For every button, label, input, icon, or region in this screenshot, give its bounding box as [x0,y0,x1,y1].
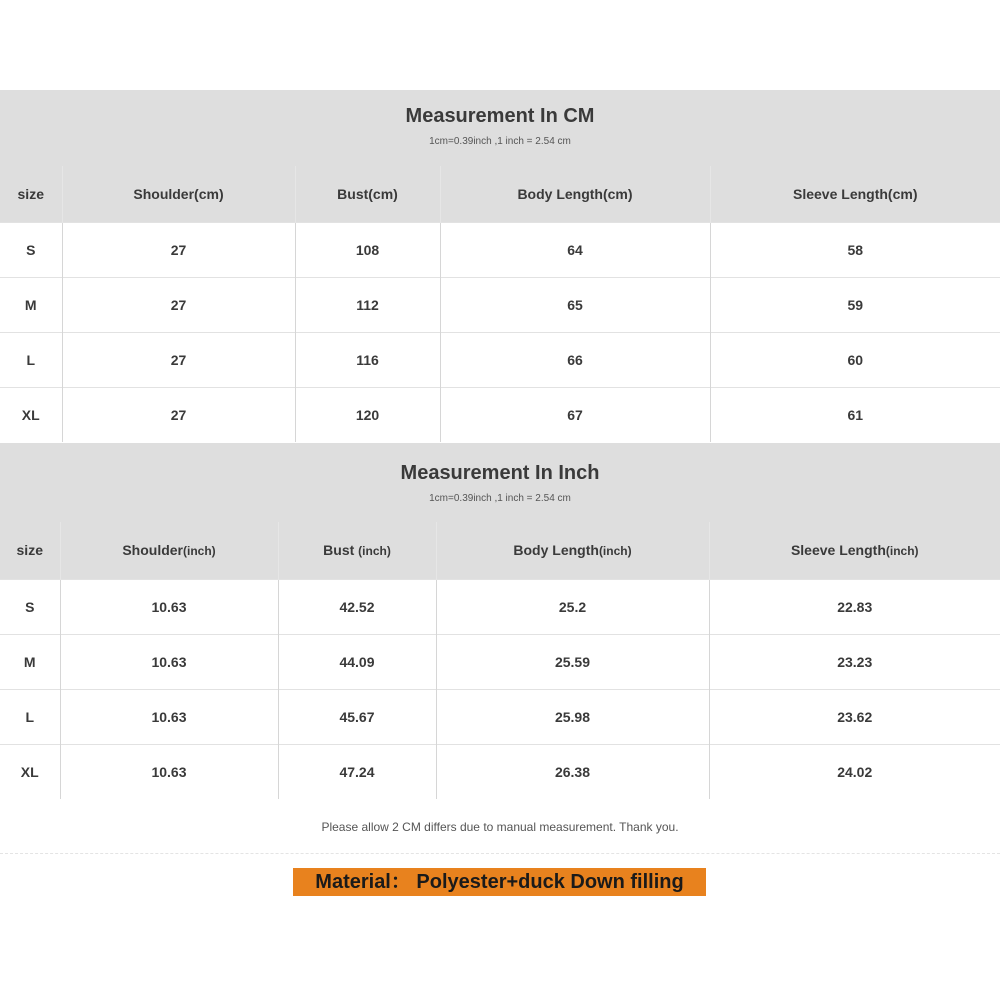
shoulder-cell: 10.63 [60,579,278,634]
size-cell: XL [0,387,62,442]
table-row [0,277,1000,332]
cm-header-bust: Bust(cm) [295,166,440,222]
material-label: Material： Polyester+duck Down filling [293,868,706,896]
cm-header-body-length: Body Length(cm) [440,166,710,222]
header-unit: (inch) [598,544,632,559]
sleeve-length-cell: 23.62 [709,689,1000,744]
bust-cell: 45.67 [278,689,436,744]
header-unit: (inch) [885,544,919,559]
body-length-cell: 25.2 [436,579,709,634]
header-unit: (inch) [183,544,216,559]
body-length-cell: 67 [440,387,710,442]
inch-size-table [0,522,1000,799]
size-cell: M [0,277,62,332]
divider [0,853,1000,854]
size-cell: L [0,689,60,744]
cm-conversion-note: 1cm=0.39inch ,1 inch = 2.54 cm [429,136,571,147]
shoulder-cell: 27 [62,332,295,387]
sleeve-length-cell: 58 [710,222,1000,277]
table-row [0,332,1000,387]
inch-conversion-note: 1cm=0.39inch ,1 inch = 2.54 cm [429,493,571,504]
header-label: Bust [323,542,359,559]
size-cell: S [0,579,60,634]
table-row [0,689,1000,744]
header-unit: (inch) [358,544,391,559]
bust-cell: 120 [295,387,440,442]
size-cell: XL [0,744,60,799]
bust-cell: 108 [295,222,440,277]
cm-header-sleeve-length: Sleeve Length(cm) [710,166,1000,222]
inch-header-size [0,522,60,579]
body-length-cell: 25.98 [436,689,709,744]
bust-cell: 112 [295,277,440,332]
bust-cell: 42.52 [278,579,436,634]
body-length-cell: 25.59 [436,634,709,689]
header-label: size [16,542,43,559]
inch-header-sleeve-length [709,522,1000,579]
inch-section-header [0,443,1000,522]
bust-cell: 116 [295,332,440,387]
header-label: Body Length [513,542,599,559]
sleeve-length-cell: 24.02 [709,744,1000,799]
cm-header-row [0,166,1000,222]
sleeve-length-cell: 61 [710,387,1000,442]
sleeve-length-cell: 60 [710,332,1000,387]
shoulder-cell: 27 [62,222,295,277]
sleeve-length-cell: 22.83 [709,579,1000,634]
size-cell: L [0,332,62,387]
inch-header-shoulder [60,522,278,579]
inch-header-bust [278,522,436,579]
inch-section-title: Measurement In Inch [400,462,600,484]
table-row [0,634,1000,689]
size-cell: M [0,634,60,689]
body-length-cell: 26.38 [436,744,709,799]
sleeve-length-cell: 59 [710,277,1000,332]
shoulder-cell: 10.63 [60,689,278,744]
shoulder-cell: 27 [62,387,295,442]
cm-header-shoulder: Shoulder(cm) [62,166,295,222]
table-row [0,579,1000,634]
shoulder-cell: 10.63 [60,744,278,799]
table-row [0,387,1000,442]
size-cell: S [0,222,62,277]
header-label: Sleeve Length [790,542,886,559]
table-row [0,222,1000,277]
bust-cell: 47.24 [278,744,436,799]
measurement-disclaimer: Please allow 2 CM differs due to manual measurement. Thank you. [321,820,679,834]
cm-size-table [0,166,1000,442]
inch-header-body-length [436,522,709,579]
shoulder-cell: 10.63 [60,634,278,689]
table-row [0,744,1000,799]
body-length-cell: 65 [440,277,710,332]
body-length-cell: 64 [440,222,710,277]
header-label: Shoulder [122,542,183,559]
body-length-cell: 66 [440,332,710,387]
cm-header-size: size [0,166,62,222]
inch-header-row [0,522,1000,579]
bust-cell: 44.09 [278,634,436,689]
sleeve-length-cell: 23.23 [709,634,1000,689]
cm-section-title: Measurement In CM [405,105,595,127]
shoulder-cell: 27 [62,277,295,332]
cm-section-header [0,90,1000,166]
